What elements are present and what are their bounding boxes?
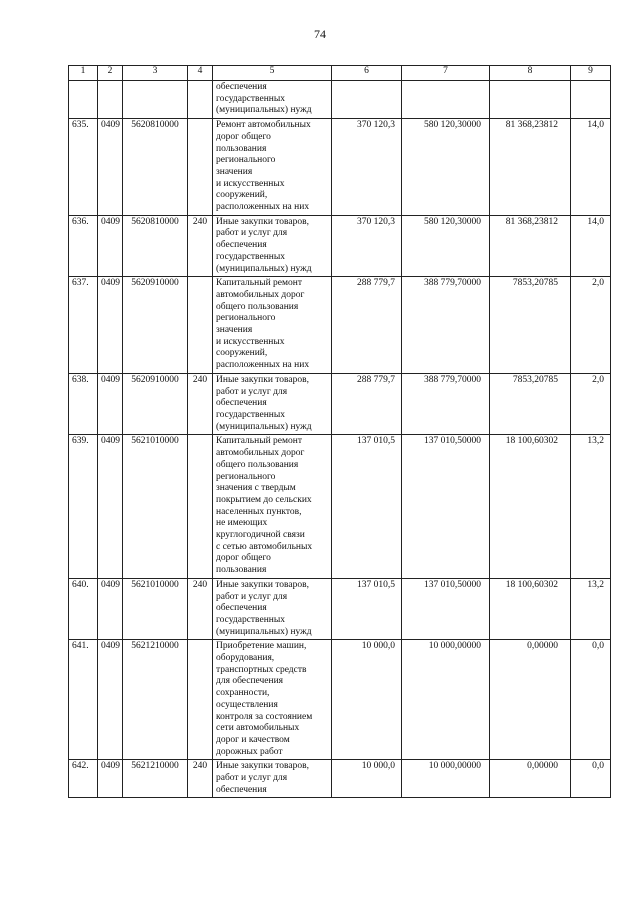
- target-article-cell: 5621210000: [123, 640, 188, 760]
- approved-amount-cell: 388 779,70000: [402, 277, 490, 374]
- execution-percent-cell: 13,2: [571, 435, 611, 578]
- column-header: 5: [213, 66, 332, 81]
- execution-percent-cell: 2,0: [571, 373, 611, 435]
- item-name-cell: Приобретение машин, оборудования, транспортных средств для обеспечения сохранности, осуществления контроля за состоянием сети автомобильных дорог и качеством дорожных работ: [213, 640, 332, 760]
- approved-amount-cell: 388 779,70000: [402, 373, 490, 435]
- execution-percent-cell: 14,0: [571, 215, 611, 277]
- planned-amount-cell: 137 010,5: [332, 435, 402, 578]
- executed-amount-cell: 18 100,60302: [490, 578, 571, 640]
- page-number: 74: [314, 27, 326, 41]
- expense-type-cell: [188, 435, 213, 578]
- execution-percent-cell: 0,0: [571, 760, 611, 798]
- section-code-cell: 0409: [98, 640, 123, 760]
- table-row: [69, 760, 611, 798]
- execution-percent-cell: 13,2: [571, 578, 611, 640]
- expense-type-cell: 240: [188, 373, 213, 435]
- continuation-row: [69, 81, 611, 119]
- item-name-cell: Иные закупки товаров, работ и услуг для обеспечения государственных (муниципальных) нужд: [213, 215, 332, 277]
- target-article-cell: 5620810000: [123, 119, 188, 216]
- execution-percent-cell: 0,0: [571, 640, 611, 760]
- item-name-cell: Иные закупки товаров, работ и услуг для обеспечения государственных (муниципальных) нужд: [213, 578, 332, 640]
- target-article-cell: 5621010000: [123, 578, 188, 640]
- item-name-cell: Иные закупки товаров, работ и услуг для обеспечения государственных (муниципальных) нужд: [213, 373, 332, 435]
- executed-amount-cell: 0,00000: [490, 760, 571, 798]
- row-number-cell: 640.: [69, 578, 98, 640]
- column-header: 3: [123, 66, 188, 81]
- column-header: 8: [490, 66, 571, 81]
- section-code-cell: 0409: [98, 435, 123, 578]
- target-article-cell: 5620810000: [123, 215, 188, 277]
- approved-amount-cell: 137 010,50000: [402, 578, 490, 640]
- target-article-cell: 5620910000: [123, 277, 188, 374]
- approved-amount-cell: 10 000,00000: [402, 640, 490, 760]
- target-article-cell: 5620910000: [123, 373, 188, 435]
- executed-amount-cell: 0,00000: [490, 640, 571, 760]
- row-number-cell: 639.: [69, 435, 98, 578]
- item-name-cell: Капитальный ремонт автомобильных дорог общего пользования регионального значения и искусственных сооружений, расположенных на них: [213, 277, 332, 374]
- section-code-cell: 0409: [98, 578, 123, 640]
- column-header: 7: [402, 66, 490, 81]
- row-number-cell: 641.: [69, 640, 98, 760]
- executed-amount-cell: 18 100,60302: [490, 435, 571, 578]
- execution-percent-cell: 14,0: [571, 119, 611, 216]
- approved-amount-cell: 580 120,30000: [402, 215, 490, 277]
- row-number-cell: 638.: [69, 373, 98, 435]
- executed-amount-cell: 81 368,23812: [490, 119, 571, 216]
- budget-table: [68, 65, 611, 798]
- row-number-cell: 637.: [69, 277, 98, 374]
- column-header: 6: [332, 66, 402, 81]
- expense-type-cell: 240: [188, 760, 213, 798]
- section-code-cell: 0409: [98, 760, 123, 798]
- column-header: 2: [98, 66, 123, 81]
- continuation-text: обеспечения государственных (муниципальных) нужд: [213, 81, 332, 119]
- section-code-cell: 0409: [98, 119, 123, 216]
- header-row: [69, 66, 611, 81]
- approved-amount-cell: 137 010,50000: [402, 435, 490, 578]
- table-row: [69, 215, 611, 277]
- section-code-cell: 0409: [98, 215, 123, 277]
- item-name-cell: Ремонт автомобильных дорог общего пользования регионального значения и искусственных сооружений, расположенных на них: [213, 119, 332, 216]
- executed-amount-cell: 81 368,23812: [490, 215, 571, 277]
- executed-amount-cell: 7853,20785: [490, 373, 571, 435]
- expense-type-cell: [188, 119, 213, 216]
- approved-amount-cell: 580 120,30000: [402, 119, 490, 216]
- item-name-cell: Капитальный ремонт автомобильных дорог общего пользования регионального значения с твердым покрытием до сельских населенных пунктов, не имеющих круглогодичной связи с сетью автомобильных дорог общего пользования: [213, 435, 332, 578]
- section-code-cell: 0409: [98, 373, 123, 435]
- column-header: 4: [188, 66, 213, 81]
- table-row: [69, 373, 611, 435]
- row-number-cell: 636.: [69, 215, 98, 277]
- target-article-cell: 5621010000: [123, 435, 188, 578]
- planned-amount-cell: 288 779,7: [332, 277, 402, 374]
- section-code-cell: 0409: [98, 277, 123, 374]
- row-number-cell: 642.: [69, 760, 98, 798]
- table-row: [69, 435, 611, 578]
- planned-amount-cell: 137 010,5: [332, 578, 402, 640]
- target-article-cell: 5621210000: [123, 760, 188, 798]
- planned-amount-cell: 10 000,0: [332, 760, 402, 798]
- expense-type-cell: 240: [188, 578, 213, 640]
- table-row: [69, 277, 611, 374]
- expense-type-cell: 240: [188, 215, 213, 277]
- row-number-cell: 635.: [69, 119, 98, 216]
- table-row: [69, 119, 611, 216]
- planned-amount-cell: 10 000,0: [332, 640, 402, 760]
- planned-amount-cell: 288 779,7: [332, 373, 402, 435]
- expense-type-cell: [188, 640, 213, 760]
- item-name-cell: Иные закупки товаров, работ и услуг для обеспечения: [213, 760, 332, 798]
- execution-percent-cell: 2,0: [571, 277, 611, 374]
- approved-amount-cell: 10 000,00000: [402, 760, 490, 798]
- table-row: [69, 640, 611, 760]
- table-row: [69, 578, 611, 640]
- planned-amount-cell: 370 120,3: [332, 215, 402, 277]
- executed-amount-cell: 7853,20785: [490, 277, 571, 374]
- expense-type-cell: [188, 277, 213, 374]
- column-header: 1: [69, 66, 98, 81]
- column-header: 9: [571, 66, 611, 81]
- planned-amount-cell: 370 120,3: [332, 119, 402, 216]
